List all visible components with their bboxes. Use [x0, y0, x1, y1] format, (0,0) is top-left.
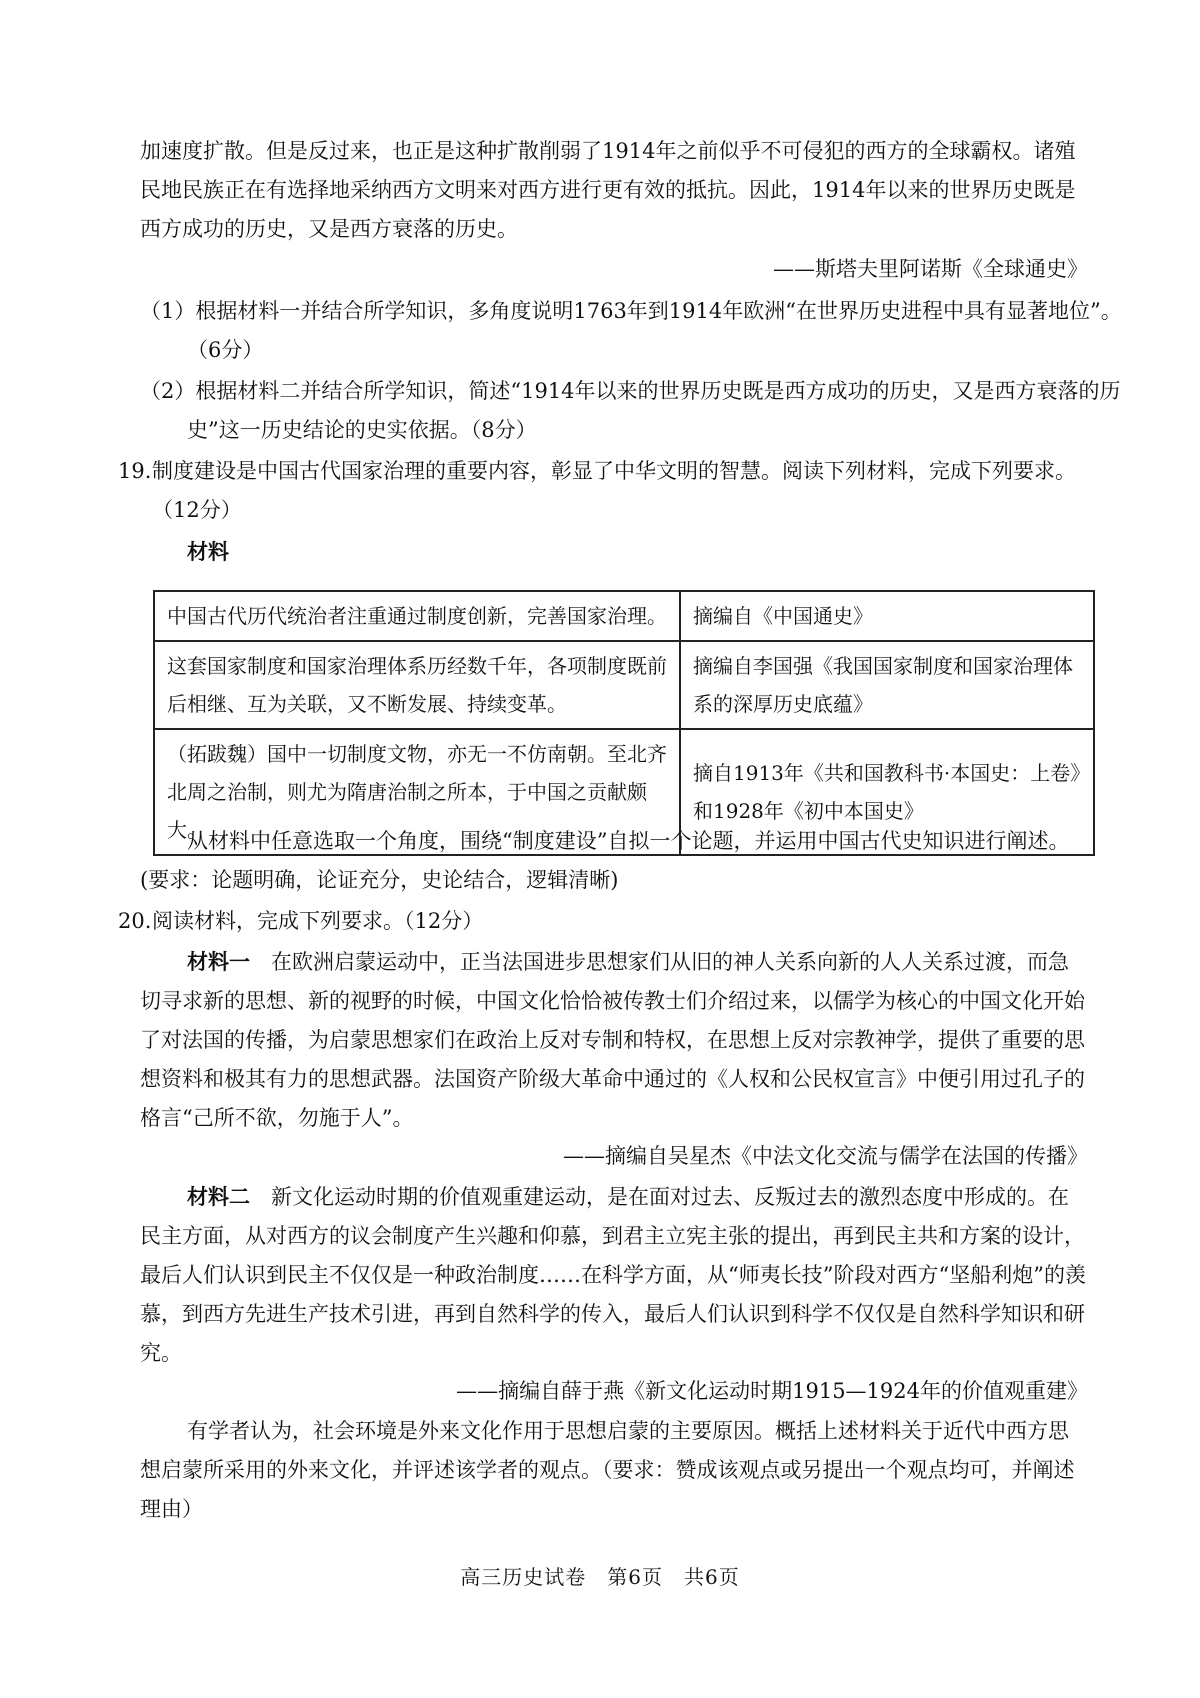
question-20-stem: 阅读材料，完成下列要求。（12分） [152, 909, 484, 933]
table-cell-text: （拓跋魏）国中一切制度文物，亦无一不仿南朝。至北齐北周之治制，则尤为隋唐治制之所本，于中国之贡献颇大。 [154, 729, 680, 855]
table-row [154, 641, 1094, 729]
material-two-continuation: 加速度扩散。但是反过来，也正是这种扩散削弱了1914年之前似乎不可侵犯的西方的全球霸权。诸殖民地民族正在有选择地采纳西方文明来对西方进行更有效的抵抗。因此，1914年以来的世界历史既是西方成功的历史，又是西方衰落的历史。 [140, 139, 1076, 241]
material-one-paragraph [140, 942, 1088, 1138]
material-table [153, 590, 1095, 856]
table-cell-source: 摘自1913年《共和国教科书·本国史：上卷》和1928年《初中本国史》 [680, 729, 1094, 855]
question-19-task: 从材料中任意选取一个角度，围绕“制度建设”自拟一个论题，并运用中国古代史知识进行阐述。(要求：论题明确，论证充分，史论结合，逻辑清晰) [140, 829, 1070, 892]
question-20-task: 有学者认为，社会环境是外来文化作用于思想启蒙的主要原因。概括上述材料关于近代中西方思想启蒙所采用的外来文化，并评述该学者的观点。（要求：赞成该观点或另提出一个观点均可，并阐述理由） [140, 1419, 1075, 1521]
question-19-stem: 制度建设是中国古代国家治理的重要内容，彰显了中华文明的智慧。阅读下列材料，完成下列要求。（12分） [152, 459, 1076, 522]
material-two-label: 材料二 [187, 1184, 250, 1209]
table-cell-source: 摘编自《中国通史》 [680, 591, 1094, 641]
material-two-text: 新文化运动时期的价值观重建运动，是在面对过去、反叛过去的激烈态度中形成的。在民主方面，从对西方的议会制度产生兴趣和仰慕，到君主立宪主张的提出，再到民主共和方案的设计，最后人们认识到民主不仅仅是一种政治制度……在科学方面，从“师夷长技”阶段对西方“坚船利炮”的羡慕，到西方先进生产技术引进，再到自然科学的传入，最后人们认识到科学不仅仅是自然科学知识和研究。 [140, 1185, 1086, 1365]
material-one-source: ——摘编自吴星杰《中法文化交流与儒学在法国的传播》 [563, 1144, 1088, 1168]
page-footer: 高三历史试卷 第6页 共6页 [460, 1565, 740, 1589]
table-cell-text: 这套国家制度和国家治理体系历经数千年，各项制度既前后相继、互为关联，又不断发展、持续变革。 [154, 641, 680, 729]
source-citation: ——斯塔夫里阿诺斯《全球通史》 [773, 257, 1088, 281]
material-one-text: 在欧洲启蒙运动中，正当法国进步思想家们从旧的神人关系向新的人人关系过渡，而急切寻求新的思想、新的视野的时候，中国文化恰恰被传教士们介绍过来，以儒学为核心的中国文化开始了对法国的传播，为启蒙思想家们在政治上反对专制和特权，在思想上反对宗教神学，提供了重要的思想资料和极其有力的思想武器。法国资产阶级大革命中通过的《人权和公民权宣言》中便引用过孔子的格言“己所不欲，勿施于人”。 [140, 950, 1085, 1130]
table-cell-source: 摘编自李国强《我国国家制度和国家治理体系的深厚历史底蕴》 [680, 641, 1094, 729]
material-two-paragraph [140, 1177, 1088, 1373]
table-cell-text: 中国古代历代统治者注重通过制度创新，完善国家治理。 [154, 591, 680, 641]
question-18-part-1: （1）根据材料一并结合所学知识，多角度说明1763年到1914年欧洲“在世界历史进程中具有显著地位”。（6分） [140, 299, 1122, 362]
question-19-number: 19. [118, 459, 152, 483]
question-18-part-2: （2）根据材料二并结合所学知识，简述“1914年以来的世界历史既是西方成功的历史，又是西方衰落的历史”这一历史结论的史实依据。（8分） [140, 379, 1121, 442]
table-row [154, 591, 1094, 641]
material-heading: 材料 [187, 539, 229, 564]
material-one-label: 材料一 [187, 949, 250, 974]
material-two-source: ——摘编自薛于燕《新文化运动时期1915—1924年的价值观重建》 [456, 1379, 1088, 1403]
question-20-number: 20. [118, 909, 152, 933]
